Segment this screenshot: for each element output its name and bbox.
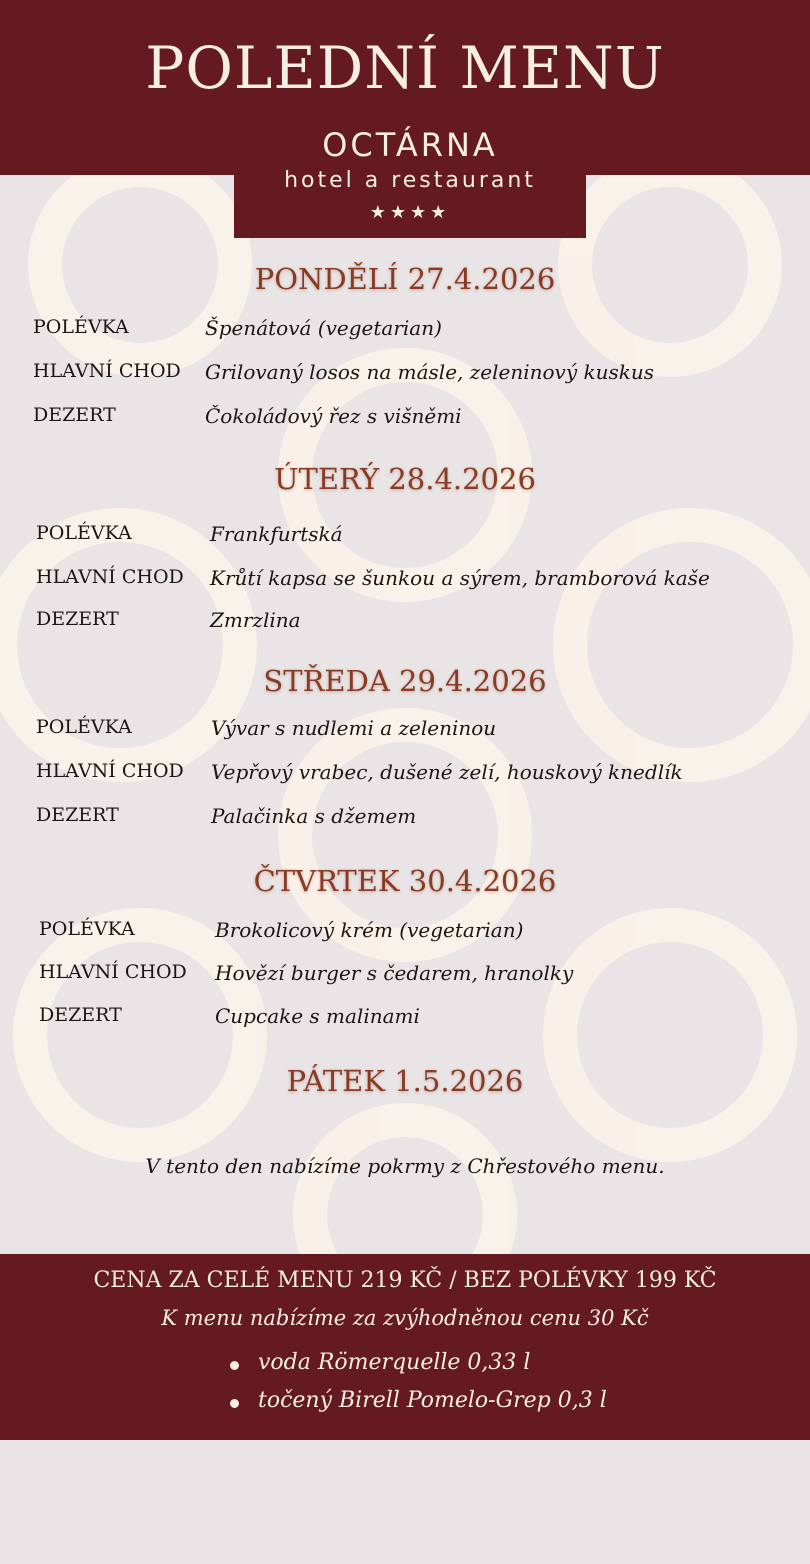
brand-name: OCTÁRNA — [322, 126, 498, 164]
course-label: POLÉVKA — [36, 522, 132, 544]
page-title: POLEDNÍ MENU — [145, 34, 665, 102]
course-label: POLÉVKA — [36, 716, 132, 738]
menu-row — [0, 804, 810, 844]
drink-offer: K menu nabízíme za zvýhodněnou cenu 30 Kč — [161, 1306, 649, 1330]
menu-row — [0, 961, 810, 1001]
course-label: POLÉVKA — [39, 918, 135, 940]
day-section-thursday — [0, 864, 810, 1564]
dish-name: Vepřový vrabec, dušené zelí, houskový knedlík — [211, 760, 683, 784]
drink-name: voda Römerquelle 0,33 l — [258, 1350, 531, 1375]
menu-row — [0, 566, 810, 606]
dish-name: Frankfurtská — [210, 522, 343, 546]
list-item — [230, 1388, 607, 1426]
dish-name: Grilovaný losos na másle, zeleninový kuskus — [205, 360, 655, 384]
drink-list — [230, 1350, 607, 1426]
bullet-icon — [230, 1399, 239, 1408]
dish-name: Hovězí burger s čedarem, hranolky — [215, 961, 574, 985]
list-item — [230, 1350, 607, 1388]
restaurant-logo — [234, 118, 586, 238]
course-label: DEZERT — [36, 804, 119, 826]
friday-note: V tento den nabízíme pokrmy z Chřestového menu. — [145, 1154, 665, 1178]
day-section-friday — [0, 1064, 810, 1124]
menu-row — [0, 608, 810, 648]
course-label: DEZERT — [33, 404, 116, 426]
course-label: HLAVNÍ CHOD — [36, 566, 184, 588]
menu-row — [0, 1004, 810, 1044]
dish-name: Cupcake s malinami — [215, 1004, 420, 1028]
day-heading: ÚTERÝ 28.4.2026 — [274, 462, 536, 496]
course-label: DEZERT — [39, 1004, 122, 1026]
dish-name: Čokoládový řez s višněmi — [205, 404, 462, 428]
course-label: HLAVNÍ CHOD — [39, 961, 187, 983]
menu-row — [0, 716, 810, 756]
menu-row — [0, 316, 810, 356]
menu-row — [0, 522, 810, 562]
course-label: DEZERT — [36, 608, 119, 630]
menu-row — [0, 918, 810, 958]
brand-subtitle: hotel a restaurant — [284, 168, 536, 193]
day-heading: PÁTEK 1.5.2026 — [286, 1064, 524, 1098]
dish-name: Brokolicový krém (vegetarian) — [215, 918, 524, 942]
day-heading: STŘEDA 29.4.2026 — [263, 664, 547, 698]
menu-row — [0, 404, 810, 444]
day-heading: PONDĚLÍ 27.4.2026 — [254, 262, 556, 296]
bullet-icon — [230, 1361, 239, 1370]
menu-price: CENA ZA CELÉ MENU 219 KČ / BEZ POLÉVKY 199 KČ — [93, 1268, 717, 1293]
course-label: HLAVNÍ CHOD — [36, 760, 184, 782]
hotel-stars: ★★★★ — [369, 202, 451, 223]
dish-name: Zmrzlina — [210, 608, 301, 632]
dish-name: Vývar s nudlemi a zeleninou — [211, 716, 497, 740]
footer-banner — [0, 1254, 810, 1440]
day-heading: ČTVRTEK 30.4.2026 — [253, 864, 557, 898]
dish-name: Špenátová (vegetarian) — [205, 316, 442, 340]
menu-row — [0, 360, 810, 400]
course-label: POLÉVKA — [33, 316, 129, 338]
dish-name: Palačinka s džemem — [211, 804, 417, 828]
drink-name: točený Birell Pomelo-Grep 0,3 l — [258, 1388, 607, 1413]
menu-row — [0, 760, 810, 800]
course-label: HLAVNÍ CHOD — [33, 360, 181, 382]
dish-name: Krůtí kapsa se šunkou a sýrem, bramborová kaše — [210, 566, 710, 590]
